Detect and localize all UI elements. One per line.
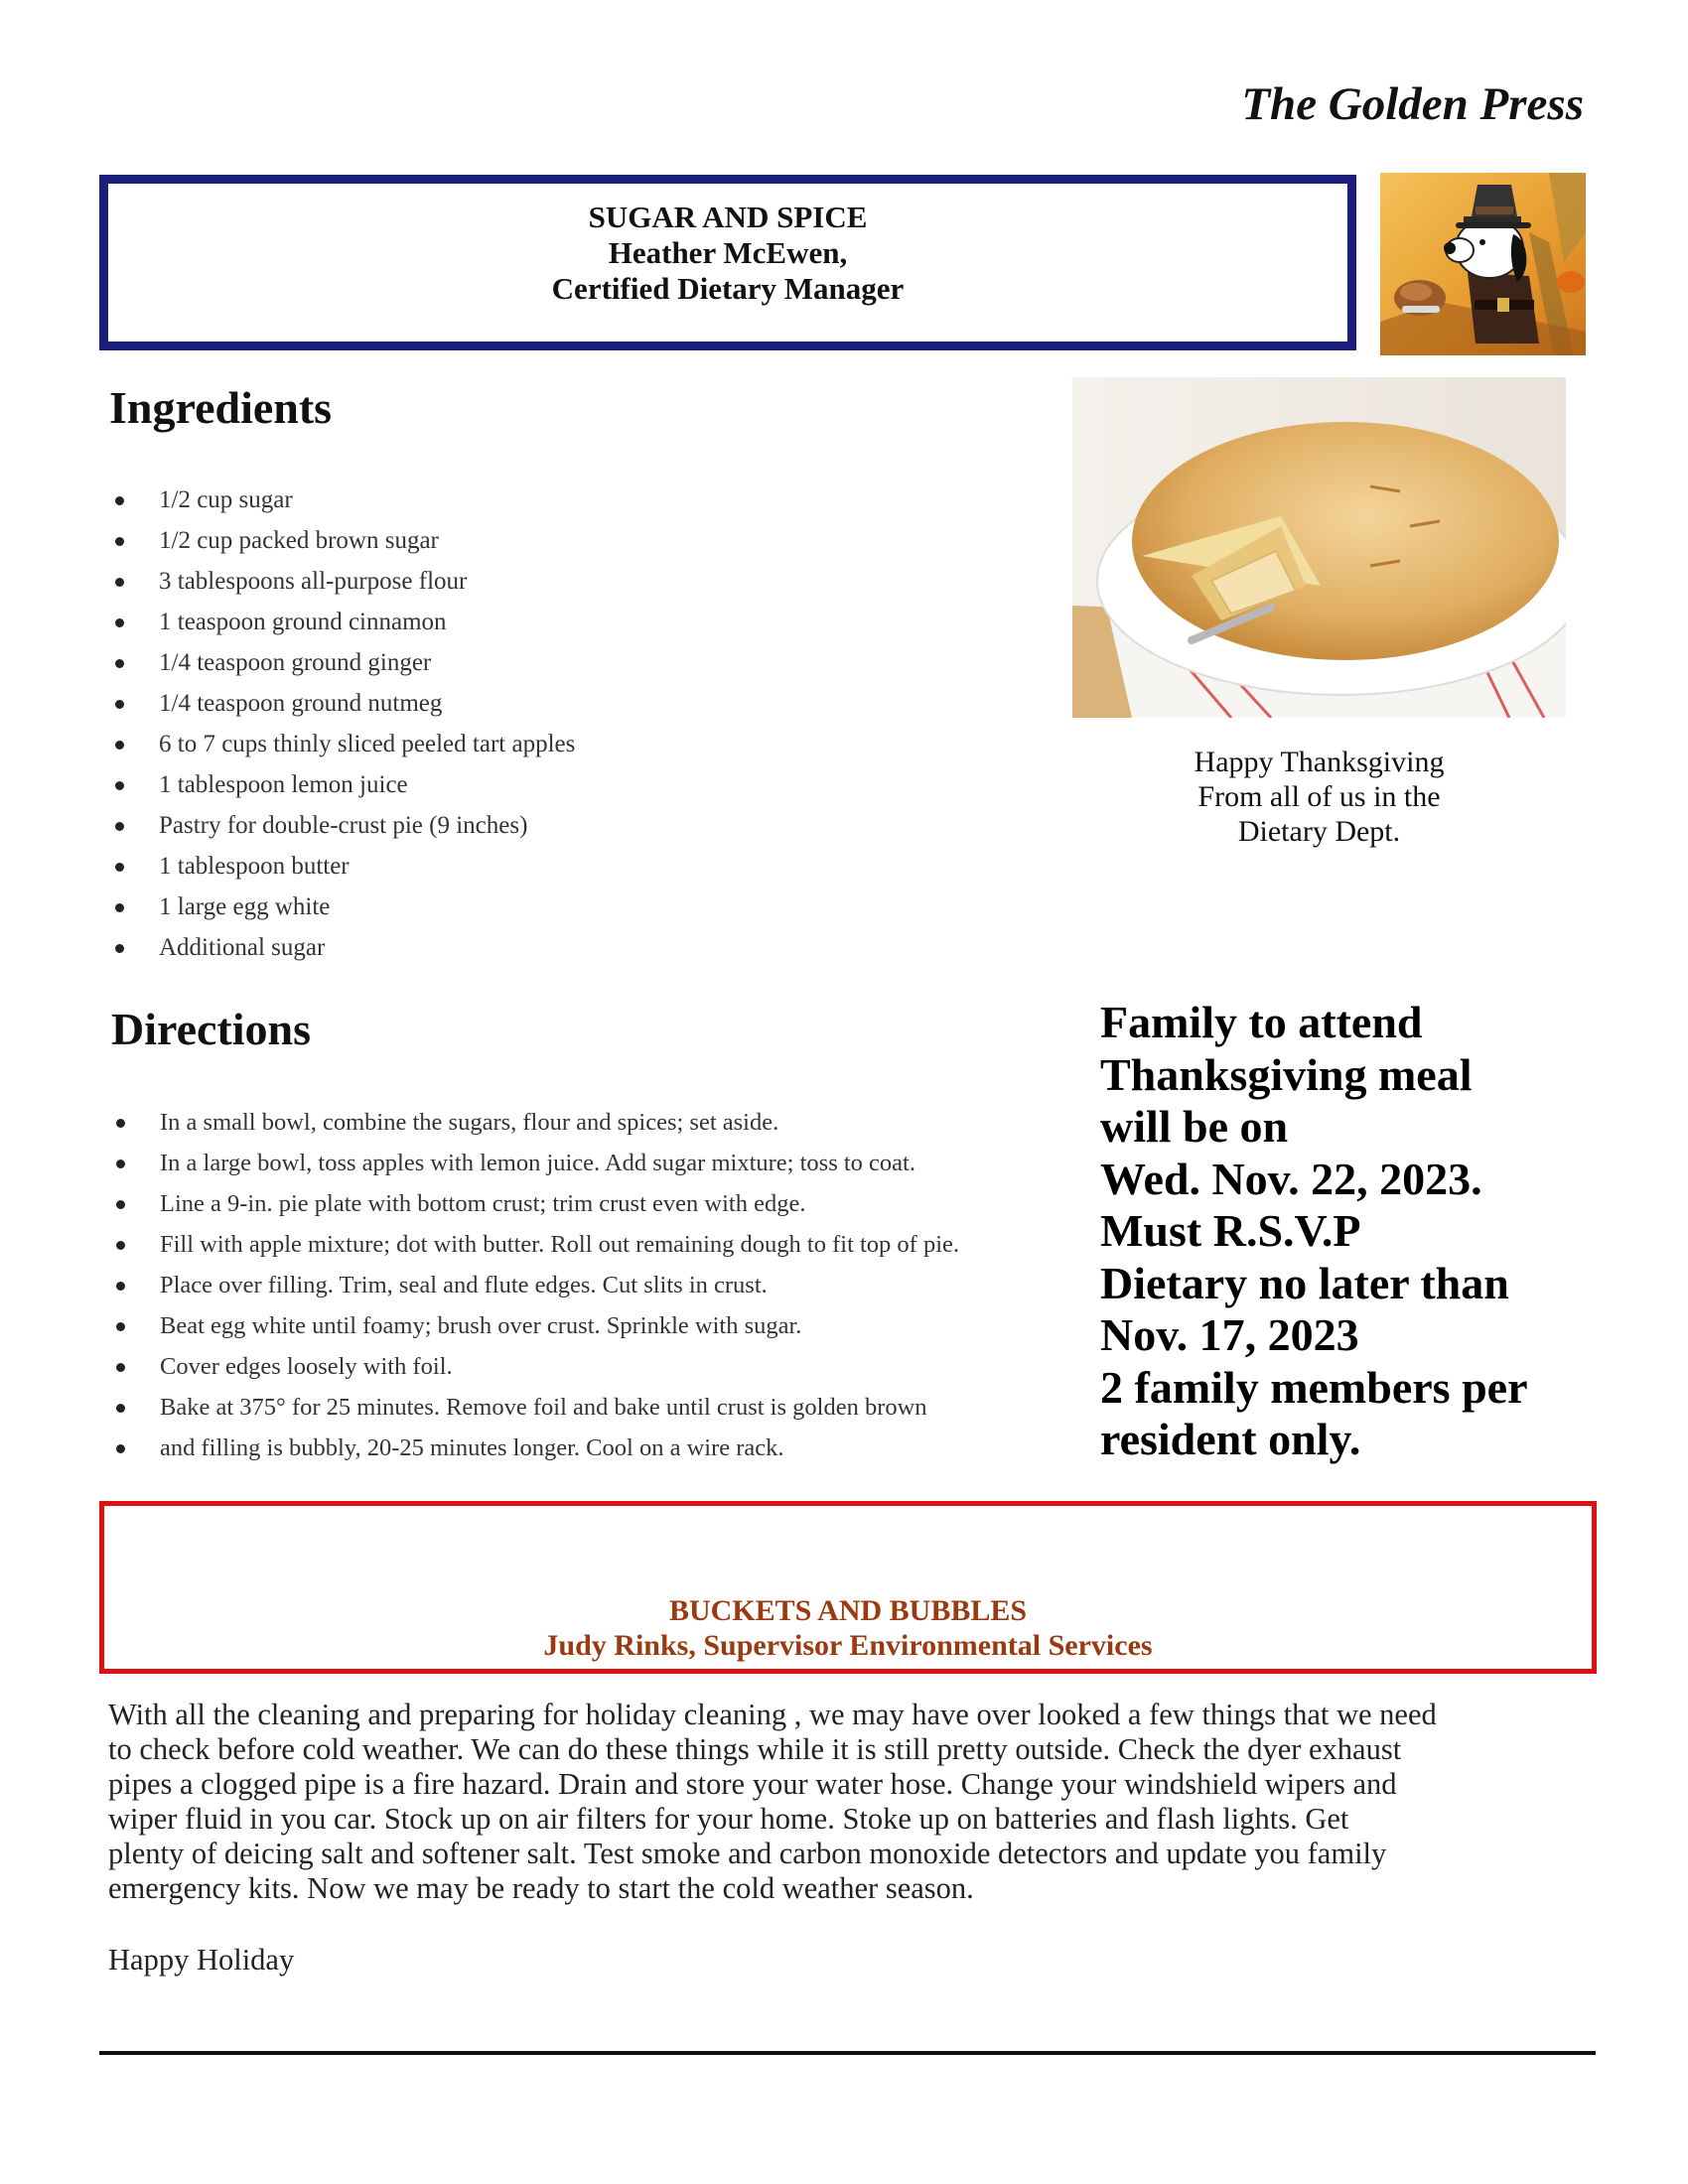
list-item: 1/4 teaspoon ground ginger [111, 642, 575, 683]
list-item: Line a 9-in. pie plate with bottom crust; trim crust even with edge. [112, 1183, 959, 1224]
buckets-and-bubbles-heading [104, 1593, 1592, 1663]
list-item: 1/2 cup sugar [111, 479, 575, 520]
notice-line: Wed. Nov. 22, 2023. [1100, 1153, 1482, 1204]
notice-line: Nov. 17, 2023 [1100, 1309, 1359, 1360]
list-item: 1/2 cup packed brown sugar [111, 520, 575, 561]
caption-line: From all of us in the [1197, 780, 1441, 813]
sugar-and-spice-header-box [99, 175, 1356, 350]
notice-line: 2 family members per [1100, 1361, 1528, 1413]
list-item: Additional sugar [111, 927, 575, 968]
notice-line: will be on [1100, 1101, 1289, 1152]
article-line: pipes a clogged pipe is a fire hazard. Drain and store your water hose. Change your windshield wipers and [108, 1767, 1397, 1801]
section-title: SUGAR AND SPICE [588, 200, 868, 234]
thanksgiving-meal-notice [1100, 997, 1617, 1466]
list-item: 3 tablespoons all-purpose flour [111, 561, 575, 602]
notice-line: Family to attend [1100, 997, 1423, 1047]
author-name: Heather McEwen, [608, 235, 848, 270]
notice-line: Must R.S.V.P [1100, 1205, 1361, 1256]
signoff-text: Happy Holiday [108, 1943, 295, 1977]
article-line: With all the cleaning and preparing for holiday cleaning , we may have over looked a few things that we need [108, 1698, 1437, 1731]
list-item: Place over filling. Trim, seal and flute edges. Cut slits in crust. [112, 1265, 959, 1305]
footer-divider [99, 2051, 1596, 2055]
list-item: Pastry for double-crust pie (9 inches) [111, 805, 575, 846]
directions-heading: Directions [111, 1004, 312, 1054]
list-item: Beat egg white until foamy; brush over crust. Sprinkle with sugar. [112, 1305, 959, 1346]
notice-line: resident only. [1100, 1414, 1361, 1464]
list-item: 1 teaspoon ground cinnamon [111, 602, 575, 642]
article-line: to check before cold weather. We can do these things while it is still pretty outside. Check the dyer exhaust [108, 1732, 1402, 1766]
list-item: 1 tablespoon lemon juice [111, 764, 575, 805]
caption-line: Happy Thanksgiving [1194, 746, 1445, 778]
ingredients-list [111, 479, 575, 968]
notice-line: Thanksgiving meal [1100, 1048, 1473, 1100]
article-line: plenty of deicing salt and softener salt. Test smoke and carbon monoxide detectors and update you family [108, 1837, 1387, 1870]
sugar-and-spice-heading [108, 200, 1347, 307]
author-role: Certified Dietary Manager [551, 271, 905, 306]
list-item: In a large bowl, toss apples with lemon juice. Add sugar mixture; toss to coat. [112, 1143, 959, 1183]
caption-line: Dietary Dept. [1237, 815, 1401, 848]
buckets-and-bubbles-header-box [99, 1501, 1597, 1674]
article-line: emergency kits. Now we may be ready to start the cold weather season. [108, 1871, 974, 1905]
list-item: In a small bowl, combine the sugars, flour and spices; set aside. [112, 1102, 959, 1143]
list-item: 1 tablespoon butter [111, 846, 575, 887]
newsletter-title: The Golden Press [1241, 78, 1584, 130]
section-title: BUCKETS AND BUBBLES [668, 1594, 1028, 1627]
snoopy-pilgrim-illustration [1380, 173, 1586, 355]
thanksgiving-caption [1072, 745, 1566, 849]
apple-pie-photo [1072, 377, 1566, 718]
directions-list [112, 1102, 959, 1468]
list-item: 1/4 teaspoon ground nutmeg [111, 683, 575, 724]
list-item: and filling is bubbly, 20-25 minutes longer. Cool on a wire rack. [112, 1428, 959, 1468]
article-line: wiper fluid in you car. Stock up on air filters for your home. Stoke up on batteries and flash lights. Get [108, 1802, 1349, 1836]
author-line: Judy Rinks, Supervisor Environmental Services [543, 1629, 1153, 1662]
list-item: 6 to 7 cups thinly sliced peeled tart apples [111, 724, 575, 764]
list-item: Cover edges loosely with foil. [112, 1346, 959, 1387]
notice-line: Dietary no later than [1100, 1257, 1509, 1308]
list-item: 1 large egg white [111, 887, 575, 927]
ingredients-heading: Ingredients [109, 382, 333, 433]
buckets-and-bubbles-article [108, 1698, 1598, 1906]
list-item: Fill with apple mixture; dot with butter. Roll out remaining dough to fit top of pie. [112, 1224, 959, 1265]
list-item: Bake at 375° for 25 minutes. Remove foil and bake until crust is golden brown [112, 1387, 959, 1428]
